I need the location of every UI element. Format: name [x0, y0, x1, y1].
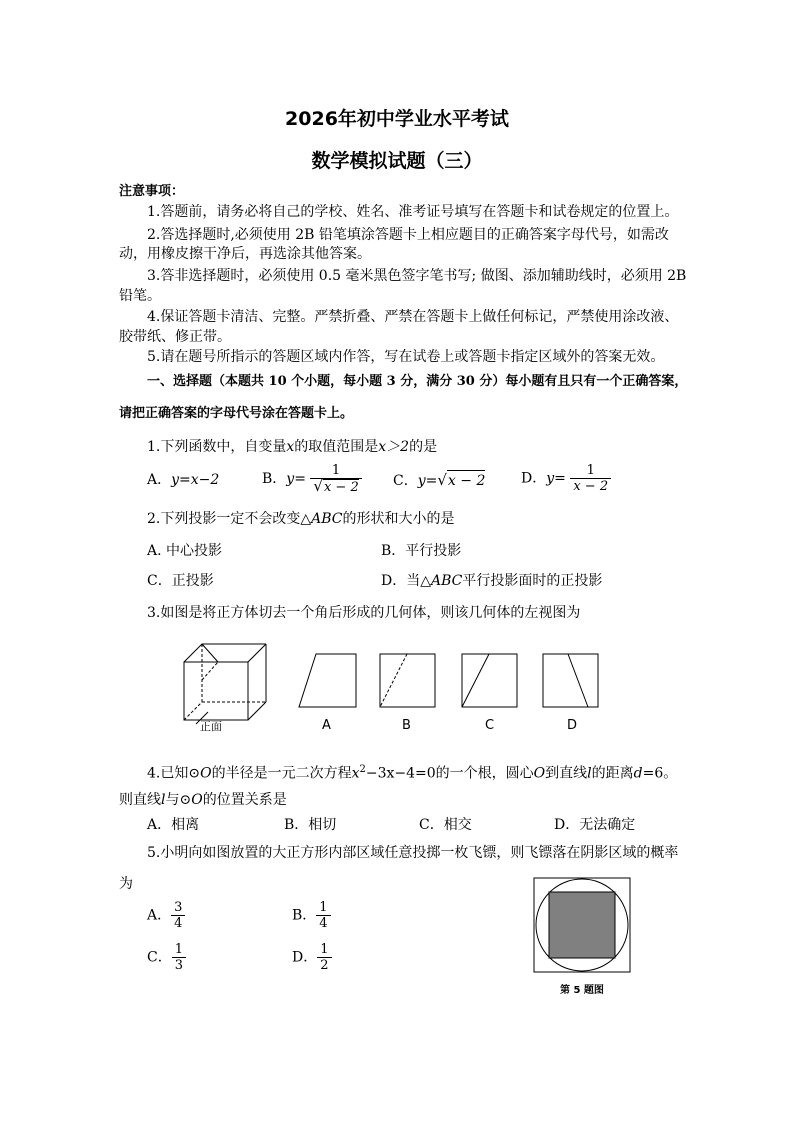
option-b-label: B [402, 718, 411, 733]
notice-line: 2.答选择题时,必须使用 2B 铅笔填涂答题卡上相应题目的正确答案字母代号，如需改 [147, 227, 669, 243]
section-heading-cont: 请把正确答案的字母代号涂在答题卡上。 [119, 406, 354, 421]
option-d-view [542, 653, 600, 709]
question-1-option-a: A．y=x−2 [147, 472, 220, 488]
notice-line: 3.答非选择题时，必须使用 0.5 毫米黑色签字笔书写; 做图、添加辅助线时，必须用 2B [147, 268, 687, 284]
question-1-option-c: C．y=√x − 2 [393, 471, 486, 489]
exam-subtitle: 数学模拟试题（三） [311, 150, 483, 172]
question-5-stem: 5.小明向如图放置的大正方形内部区域任意投掷一枚飞镖，则飞镖落在阴影区域的概率 [147, 845, 679, 861]
question-5-stem-cont: 为 [119, 876, 133, 892]
question-2-option-c: C．正投影 [147, 573, 214, 589]
question-1-stem: 1.下列函数中，自变量x的取值范围是x＞2的是 [147, 439, 438, 455]
notice-line: 动，用橡皮擦干净后，再选涂其他答案。 [119, 246, 371, 262]
notice-line: 铅笔。 [119, 288, 161, 304]
front-face-label: 正面 [200, 720, 222, 733]
option-a-label: A [322, 718, 331, 733]
notice-line: 5.请在题号所指示的答题区域内作答，写在试卷上或答题卡指定区域外的答案无效。 [147, 349, 665, 365]
question-5-option-d: D． $\frac{1}{2}$ [292, 942, 332, 973]
question-1-option-b: B．y= $\frac{1}{√x - 2}$ [262, 463, 362, 495]
figure-5-caption: 第 5 题图 [560, 985, 604, 996]
question-2-option-d: D．当△ABC平行投影面时的正投影 [381, 573, 603, 589]
question-4-option-a: A．相离 [147, 817, 200, 833]
question-2-option-b: B．平行投影 [381, 543, 462, 559]
notice-line: 4.保证答题卡清洁、完整。严禁折叠、严禁在答题卡上做任何标记，严禁使用涂改液、 [147, 309, 679, 325]
option-c-label: C [485, 718, 495, 733]
option-c-view [461, 653, 519, 709]
notice-line: 胶带纸、修正带。 [119, 329, 231, 345]
notice-line: 1.答题前，请务必将自己的学校、姓名、准考证号填写在答题卡和试卷规定的位置上。 [147, 204, 679, 220]
question-5-option-b: B． $\frac{1}{4}$ [292, 900, 331, 931]
question-4-option-d: D．无法确定 [554, 817, 636, 833]
question-4-option-c: C．相交 [419, 817, 472, 833]
question-1-option-d: D．y= $\frac{1}{x - 2}$ [521, 463, 611, 494]
question-5-option-c: C． $\frac{1}{3}$ [147, 942, 186, 973]
option-a-view [298, 653, 358, 709]
option-d-label: D [567, 718, 578, 733]
question-3-stem: 3.如图是将正方体切去一个角后形成的几何体，则该几何体的左视图为 [147, 605, 581, 621]
square-circle-figure [533, 877, 633, 975]
question-5-option-a: A． $\frac{3}{4}$ [147, 900, 185, 931]
question-4-stem: 4.已知⊙O的半径是一元二次方程$x^2-3x-4=0$的一个根，圆心O到直线l的距离d=6。 [147, 764, 678, 782]
notice-heading: 注意事项： [119, 184, 185, 199]
exam-title: 2026年初中学业水平考试 [285, 108, 509, 130]
question-2-stem: 2.下列投影一定不会改变△ABC的形状和大小的是 [147, 511, 455, 527]
question-2-option-a: A. 中心投影 [147, 543, 223, 559]
section-heading: 一、选择题（本题共 10 个小题，每小题 3 分，满分 30 分）每小题有且只有一个正确答案， [147, 374, 688, 389]
question-4-stem-cont: 则直线l与⊙O的位置关系是 [119, 792, 287, 808]
cut-cube-figure [178, 640, 278, 722]
question-4-option-b: B．相切 [284, 817, 337, 833]
option-b-view [379, 653, 437, 709]
